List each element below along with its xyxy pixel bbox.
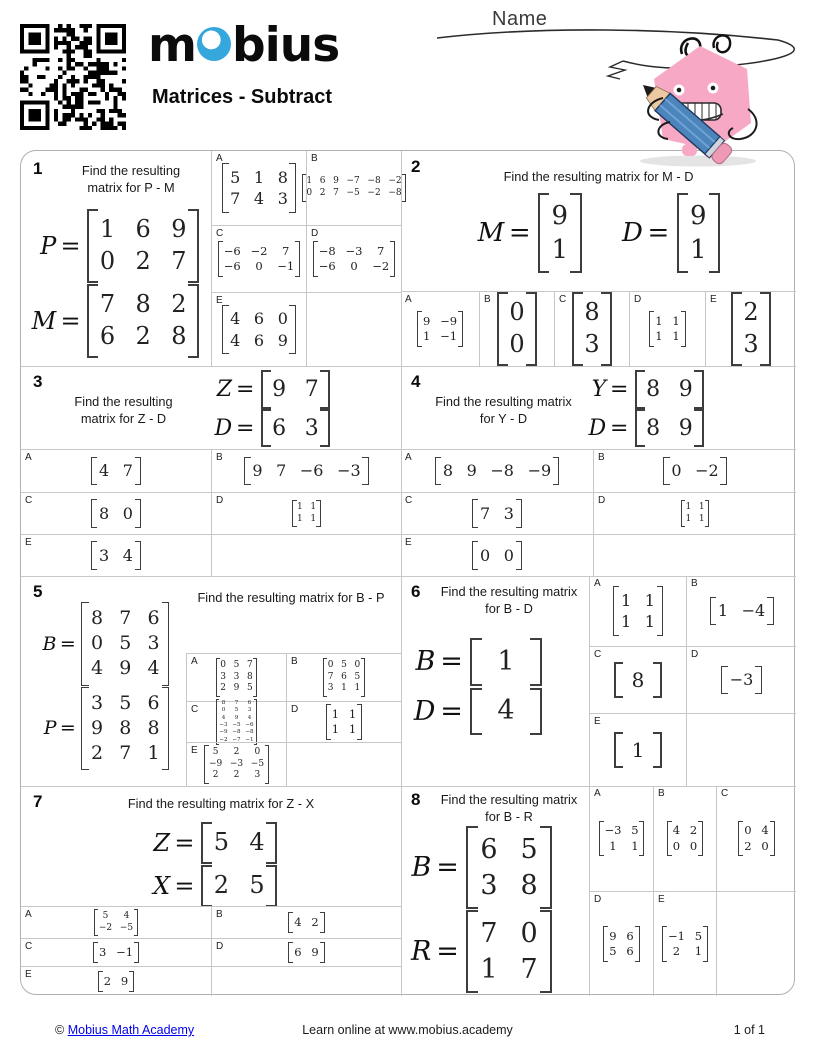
option-D[interactable]: D 1 1 1 1 [593,492,796,534]
option-matrix: 6 9 [288,942,324,962]
option-E[interactable]: E 0 0 [401,534,593,576]
matrix-definition: Z = 9 7 [209,370,330,409]
matrix-definition: B = 1 [407,638,542,686]
option-empty [306,293,401,366]
copyright: © Mobius Math Academy [55,1023,195,1037]
qr-code [20,24,126,130]
option-matrix: 5 4 −2 −5 [94,909,138,937]
name-line [437,30,778,40]
problem-number: 5 [33,582,43,601]
problem-6 [401,576,796,786]
matrix-definition: P = 3 5 6 9 8 8 2 7 1 [37,687,170,771]
mobius-logo [148,18,339,73]
option-E[interactable]: E −1 5 2 1 [653,891,716,996]
given-matrix: 4 [470,688,541,736]
matrix-definition: D = 6 3 [209,409,330,448]
given-matrix: 8 9 [635,409,705,448]
problem-number: 7 [33,792,43,811]
option-B[interactable]: B 0 0 [479,291,554,366]
given-matrix: 1 6 9 0 2 7 [87,209,199,283]
option-A[interactable]: A 1 1 1 1 [589,576,686,646]
pupil [677,88,682,93]
matrix-definition: Z = 5 4 [145,822,277,864]
option-A[interactable]: A 5 4 −2 −5 [21,906,211,938]
given-matrix: 2 5 [201,865,277,907]
eye [708,83,719,94]
problem-number: 6 [411,582,421,601]
option-C[interactable]: C 8 [589,646,686,713]
option-B[interactable]: B 0 −2 [593,449,796,492]
logo-text-bius: bius [231,18,340,73]
option-A[interactable]: A 5 1 8 7 4 3 [211,151,306,226]
problem-number: 1 [33,159,43,178]
option-matrix: 1 −4 [710,597,774,625]
option-matrix: −3 [721,666,761,694]
option-matrix: 4 7 [91,457,142,485]
option-C[interactable]: C −6 −2 7 −6 0 −1 [211,226,306,293]
given-matrix: 6 5 3 8 [466,826,551,909]
given-matrix: 5 4 [201,822,277,864]
option-empty [593,534,796,576]
logo-text-m: m [148,18,196,73]
option-C[interactable]: C 8 0 [21,492,211,534]
problem-8 [401,786,796,996]
option-E[interactable]: E 2 3 [705,291,796,366]
arm [648,98,670,139]
eye [674,85,685,96]
option-A[interactable]: A 0 5 7 3 3 8 2 9 5 [186,653,286,701]
matrix-definition: M = 9 1 [477,193,582,273]
worksheet-grid [20,150,795,995]
matrix-definition: Y = 8 9 [583,370,704,409]
option-matrix: 9 6 5 6 [603,926,639,961]
option-matrix: 9 7 −6 −3 [244,457,369,485]
problem-3 [21,366,401,576]
monster-body [654,46,751,150]
option-B[interactable]: B 1 −4 [686,576,796,646]
option-A[interactable]: A 4 7 [21,449,211,492]
option-matrix: 8 0 [91,499,142,527]
option-matrix: 4 2 0 0 [667,821,703,856]
given-matrix: 6 3 [261,409,331,448]
option-matrix: 3 −1 [93,942,139,962]
option-matrix: 0 0 [497,292,537,366]
teeth [681,103,716,120]
option-empty [716,891,796,996]
option-A[interactable]: A 8 9 −8 −9 [401,449,593,492]
option-matrix: 0 −2 [663,457,727,485]
option-E[interactable]: E 1 [589,713,686,786]
option-A[interactable]: A −3 5 1 1 [589,786,653,891]
option-matrix: 1 [614,732,663,767]
given-matrix: 7 0 1 7 [466,910,551,993]
option-D[interactable]: D −8 −3 7 −6 0 −2 [306,226,401,293]
option-matrix: 1 1 1 1 [326,704,362,739]
option-C[interactable]: C 3 −1 [21,938,211,966]
smile-line [670,114,723,121]
option-B[interactable]: B 4 2 0 0 [653,786,716,891]
option-matrix: 0 0 [472,541,523,569]
option-matrix: 9 −9 1 −1 [417,311,463,346]
option-D[interactable]: D 1 1 1 1 [211,492,401,534]
option-E[interactable]: E 5 2 0 −9 −3 −5 2 2 3 [186,742,286,786]
option-C[interactable]: C 8 3 [554,291,629,366]
option-C[interactable]: C 7 3 [401,492,593,534]
problem-5 [21,576,401,786]
mouth [673,103,721,120]
problem-question: Find the resulting matrix for B - P [197,590,385,605]
given-matrix: 7 8 2 6 2 8 [87,284,199,358]
option-matrix: 5 2 0 −9 −3 −5 2 2 3 [204,745,268,785]
option-matrix: −6 −2 7 −6 0 −1 [218,241,300,276]
mobius-academy-link[interactable]: Mobius Math Academy [67,1023,195,1037]
option-empty [286,742,401,786]
option-A[interactable]: A 9 −9 1 −1 [401,291,479,366]
option-B[interactable]: B 1 6 9 −7 −8 −2 0 2 7 −5 −2 −8 [306,151,401,226]
option-matrix: 0 5 0 7 6 5 3 1 1 [323,658,365,698]
option-B[interactable]: B 4 2 [211,906,401,938]
option-matrix: 1 1 1 1 [681,500,709,528]
matrix-definition: D = 8 9 [583,409,704,448]
option-C[interactable]: C 0 4 2 0 [716,786,796,891]
given-matrix: 3 5 6 9 8 8 2 7 1 [81,687,169,771]
option-matrix: 1 6 9 −7 −8 −2 0 2 7 −5 −2 −8 [302,174,407,202]
mascot-illustration [430,2,815,170]
name-label: Name [492,8,548,30]
page-number: 1 of 1 [733,1023,765,1037]
matrix-definition: P = 1 6 9 0 2 7 [31,209,199,283]
option-E[interactable]: E 2 9 [21,966,211,996]
option-matrix: 5 1 8 7 4 3 [222,163,296,212]
given-matrix: 1 [470,638,541,686]
option-D[interactable]: D 6 9 [211,938,401,966]
given-matrix: 8 9 [635,370,705,409]
option-empty [211,966,401,996]
problem-7 [21,786,401,996]
matrix-definition: R = 7 0 1 7 [403,910,552,993]
option-matrix: 3 4 [91,541,142,569]
option-matrix: 4 2 [288,912,324,932]
option-D[interactable]: D −3 [686,646,796,713]
option-E[interactable]: E 4 6 0 4 6 9 [211,293,306,366]
option-matrix: −8 −3 7 −6 0 −2 [313,241,395,276]
option-empty [211,534,401,576]
problem-number: 8 [411,790,421,809]
option-D[interactable]: D 1 1 1 1 [286,701,401,742]
given-matrix: 9 1 [538,193,582,273]
option-matrix: 0 5 7 3 3 8 2 9 5 [216,658,258,698]
option-matrix: 2 3 [731,292,771,366]
problem-number: 3 [33,372,43,391]
option-matrix: 7 3 [472,499,523,527]
problem-number: 2 [411,157,421,176]
footer-center-text: Learn online at www.mobius.academy [302,1023,513,1037]
hair-curl-icon [681,38,700,56]
matrix-definition: X = 2 5 [145,865,277,907]
problem-question: Find the resulting matrix for B - R [440,792,578,824]
option-matrix: 8 9 −8 −9 [435,457,560,485]
matrix-definition: D = 4 [407,688,542,736]
option-matrix: 8 [614,662,663,697]
problem-question: Find the resulting matrix for Z - X [127,796,315,811]
pupil [711,86,716,91]
logo-o-icon [197,27,231,61]
option-matrix: 8 3 [572,292,612,366]
problem-question: Find the resulting matrix for B - D [440,584,578,616]
option-matrix: 1 1 1 1 [649,311,685,346]
arm [729,109,757,139]
option-matrix: 1 1 1 1 [613,586,664,635]
problem-question: Find the resulting matrix for M - D [503,169,694,184]
option-C[interactable]: C 8 7 6 0 5 3 4 9 4 −3 −5 −6 −9 −8 −8 −2 −7 −1 [186,701,286,742]
option-matrix: 2 9 [98,971,134,991]
option-B[interactable]: B 9 7 −6 −3 [211,449,401,492]
option-B[interactable]: B 0 5 0 7 6 5 3 1 1 [286,653,401,701]
problem-1 [21,151,401,366]
given-matrix: 8 7 6 0 5 3 4 9 4 [81,602,169,686]
option-matrix: 1 1 1 1 [292,500,320,528]
option-matrix: 8 7 6 0 5 3 4 9 4 −3 −5 −6 −9 −8 −8 −2 −7 −1 [216,699,256,746]
option-matrix: −3 5 1 1 [599,821,645,856]
option-matrix: 4 6 0 4 6 9 [222,305,296,354]
matrix-definition: B = 6 5 3 8 [403,826,552,909]
matrix-definition: M = 7 8 2 6 2 8 [31,284,199,358]
option-matrix: 0 4 2 0 [738,821,774,856]
hair-curl-icon [714,35,731,52]
option-E[interactable]: E 3 4 [21,534,211,576]
problem-2 [401,151,796,366]
problem-question: Find the resulting matrix for P - M [81,163,181,195]
scribble-line [623,40,794,68]
given-matrix: 9 7 [261,370,331,409]
option-empty [686,713,796,786]
problem-4 [401,366,796,576]
given-matrix: 9 1 [677,193,721,273]
problem-number: 4 [411,372,421,391]
problem-question: Find the resulting matrix for Z - D [74,394,173,426]
scribble-zigzag [608,61,625,79]
problem-question: Find the resulting matrix for Y - D [435,394,572,426]
option-D[interactable]: D 1 1 1 1 [629,291,705,366]
matrix-definition: B = 8 7 6 0 5 3 4 9 4 [37,602,170,686]
option-D[interactable]: D 9 6 5 6 [589,891,653,996]
matrix-definition: D = 9 1 [616,193,721,273]
option-matrix: −1 5 2 1 [662,926,708,961]
worksheet-title: Matrices - Subtract [152,86,333,108]
